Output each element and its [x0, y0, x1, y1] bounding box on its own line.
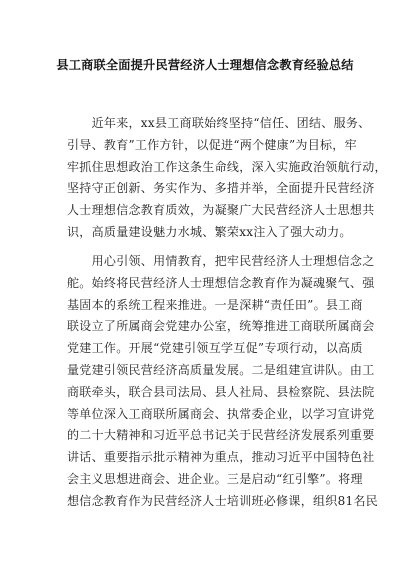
- paragraph-guidance: [67, 251, 379, 513]
- paragraph-line: 讲话、重要指示批示精神为重点，推动习近平中国特色社: [67, 450, 375, 465]
- paragraph-line: 会主义思想进商会、进企业。三是启动“红引擎”。将理: [67, 471, 363, 486]
- document-title: 县工商联全面提升民营经济人士理想信念教育经验总结: [56, 58, 354, 72]
- paragraph-line: 用心引领、用情教育，把牢民营经济人士理想信念之: [67, 254, 375, 268]
- paragraph-line: 的二十大精神和习近平总书记关于民营经济发展系列重要: [67, 428, 375, 443]
- paragraph-line: 舵。始终将民营经济人士理想信念教育作为凝魂聚气、强: [67, 275, 375, 290]
- paragraph-intro: [67, 113, 387, 244]
- paragraph-line: 想信念教育作为民营经济人士培训班必修课，组织81名民: [67, 493, 379, 508]
- paragraph-line: 人士理想信念教育质效，为凝聚广大民营经济人士思想共: [67, 203, 375, 218]
- paragraph-line: 党建工作。开展“党建引领互学互促”专项行动，以高质: [67, 341, 363, 356]
- paragraph-line: 牢抓住思想政治工作这条生命线，深入实施政治领航行动，: [67, 159, 387, 174]
- paragraph-line: 坚持守正创新、务实作为、多措并举，全面提升民营经济: [67, 181, 375, 196]
- paragraph-line: 识，高质量建设魅力水城、繁荣xx注入了强大动力。: [67, 224, 352, 239]
- paragraph-line: 近年来，xx县工商联始终坚持“信任、团结、服务、: [67, 116, 371, 130]
- paragraph-line: 量党建引领民营经济高质量发展。二是组建宣讲队。由工: [67, 362, 375, 377]
- paragraph-line: 引导、教育”工作方针，以促进“两个健康”为目标，牢: [67, 137, 357, 152]
- paragraph-line: 基固本的系统工程来推进。一是深耕“责任田”。县工商: [67, 297, 363, 312]
- paragraph-line: 等单位深入工商联所属商会、执常委企业，以学习宣讲党: [67, 406, 375, 421]
- paragraph-line: 联设立了所属商会党建办公室，统筹推进工商联所属商会: [67, 319, 375, 334]
- paragraph-line: 商联牵头，联合县司法局、县人社局、县检察院、县法院: [67, 384, 375, 399]
